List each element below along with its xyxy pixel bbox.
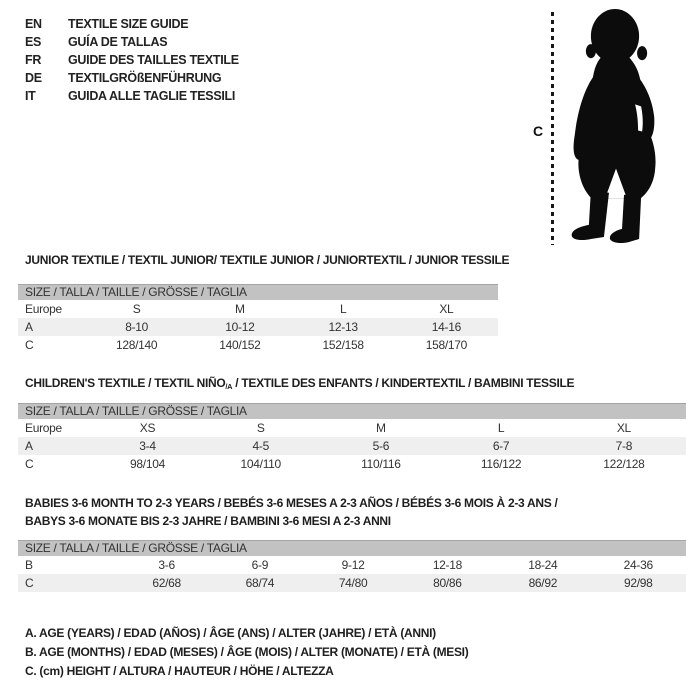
size-value-cell: 4-5 [252, 439, 269, 453]
babies-textile-table [18, 540, 686, 592]
language-row [25, 87, 239, 105]
language-row [25, 15, 239, 33]
row-label: A [25, 320, 33, 334]
table-title-text: BABIES 3-6 MONTH TO 2-3 YEARS / BEBÉS 3-6 MESES A 2-3 AÑOS / BÉBÉS 3-6 MOIS À 2-3 ANS / [25, 496, 558, 510]
size-value-cell: 62/68 [152, 576, 181, 590]
legend-line: C. (cm) HEIGHT / ALTURA / HAUTEUR / HÖHE / ALTEZZA [25, 664, 334, 678]
size-value-cell: 158/170 [425, 338, 468, 352]
size-value-cell: 140/152 [219, 338, 261, 352]
language-code: IT [25, 89, 36, 103]
table-row [18, 318, 498, 336]
size-value-cell: 80/86 [433, 576, 462, 590]
language-row [25, 69, 239, 87]
size-value-cell: S [256, 421, 265, 435]
table-title-line [25, 374, 574, 396]
size-value-cell: XL [616, 421, 631, 435]
language-label: TEXTILGRÖßENFÜHRUNG [68, 71, 222, 85]
size-value-cell: 152/158 [322, 338, 364, 352]
height-measure-dashed-line [551, 12, 554, 245]
size-value-cell: 3-4 [139, 439, 156, 453]
size-value-cell: 12-18 [432, 558, 463, 572]
row-label: C [25, 457, 34, 471]
table-size-header: SIZE / TALLA / TAILLE / GRÖSSE / TAGLIA [18, 404, 686, 420]
table-row [18, 574, 686, 592]
language-label: GUÍA DE TALLAS [68, 35, 168, 49]
junior-textile-table [18, 284, 498, 354]
table-title-text: JUNIOR TEXTILE / TEXTIL JUNIOR/ TEXTILE JUNIOR / JUNIORTEXTIL / JUNIOR TESSILE [25, 253, 510, 267]
size-value-cell: 122/128 [603, 457, 645, 471]
table-title-text: BABYS 3-6 MONATE BIS 2-3 JAHRE / BAMBINI 3-6 MESI A 2-3 ANNI [25, 514, 391, 528]
table-title-text: / TEXTILE DES ENFANTS / KINDERTEXTIL / BAMBINI TESSILE [232, 376, 575, 390]
size-value-cell: 8-10 [125, 320, 149, 334]
size-value-cell: 24-36 [623, 558, 653, 572]
language-code: FR [25, 53, 42, 67]
row-label: A [25, 439, 33, 453]
size-value-cell: 5-6 [372, 439, 390, 453]
size-value-cell: 86/92 [528, 576, 558, 590]
language-code: ES [25, 35, 42, 49]
size-value-cell: XS [139, 421, 156, 435]
table-row [18, 419, 686, 437]
legend [25, 624, 468, 681]
legend-line: B. AGE (MONTHS) / EDAD (MESES) / ÂGE (MOIS) / ALTER (MONATE) / ETÀ (MESI) [25, 645, 469, 659]
size-value-cell: 3-6 [158, 558, 175, 572]
size-value-cell: XL [439, 302, 454, 316]
table-row [18, 437, 686, 455]
row-label: B [25, 558, 33, 572]
size-value-cell: 92/98 [624, 576, 653, 590]
size-value-cell: 14-16 [431, 320, 461, 334]
table-row [18, 336, 498, 354]
size-value-cell: 6-9 [251, 558, 269, 572]
language-code: DE [25, 71, 42, 85]
table-row [18, 455, 686, 473]
language-label: TEXTILE SIZE GUIDE [68, 17, 189, 31]
language-row [25, 33, 239, 51]
row-label: Europe [25, 421, 62, 435]
table-size-header: SIZE / TALLA / TAILLE / GRÖSSE / TAGLIA [18, 541, 686, 557]
size-value-cell: 12-13 [328, 320, 358, 334]
row-label: C [25, 338, 34, 352]
children-textile-table [18, 403, 686, 473]
row-label: Europe [25, 302, 62, 316]
size-value-cell: 98/104 [130, 457, 165, 471]
size-value-cell: L [497, 421, 505, 435]
junior-textile-title [25, 251, 509, 269]
table-title-text: /A [225, 382, 233, 392]
size-value-cell: 74/80 [338, 576, 368, 590]
babies-textile-title [25, 494, 557, 530]
language-row [25, 51, 239, 69]
table-size-header: SIZE / TALLA / TAILLE / GRÖSSE / TAGLIA [18, 285, 498, 301]
table-title-line [25, 512, 557, 530]
language-list [25, 15, 239, 105]
table-title-line [25, 494, 557, 512]
size-value-cell: S [132, 302, 141, 316]
language-label: GUIDA ALLE TAGLIE TESSILI [68, 89, 236, 103]
size-value-cell: 10-12 [225, 320, 255, 334]
row-label: C [25, 576, 34, 590]
size-value-cell: 128/140 [115, 338, 158, 352]
table-title-line [25, 251, 509, 269]
table-row [18, 556, 686, 574]
size-value-cell: L [339, 302, 347, 316]
height-measure-label: C [533, 123, 543, 139]
size-value-cell: 104/110 [240, 457, 281, 471]
baby-silhouette-icon [563, 8, 670, 244]
size-value-cell: 18-24 [528, 558, 558, 572]
size-value-cell: 7-8 [615, 439, 633, 453]
size-value-cell: M [235, 302, 245, 316]
language-label: GUIDE DES TAILLES TEXTILE [68, 53, 239, 67]
table-row [18, 300, 498, 318]
size-value-cell: 68/74 [245, 576, 275, 590]
size-value-cell: 116/122 [480, 457, 522, 471]
language-code: EN [25, 17, 42, 31]
table-title-text: CHILDREN'S TEXTILE / TEXTIL NIÑO [25, 376, 226, 390]
size-value-cell: M [376, 421, 386, 435]
children-textile-title [25, 374, 574, 396]
legend-line: A. AGE (YEARS) / EDAD (AÑOS) / ÂGE (ANS) / ALTER (JAHRE) / ETÀ (ANNI) [25, 626, 436, 640]
size-value-cell: 9-12 [341, 558, 365, 572]
size-value-cell: 110/116 [361, 457, 401, 471]
size-value-cell: 6-7 [492, 439, 510, 453]
